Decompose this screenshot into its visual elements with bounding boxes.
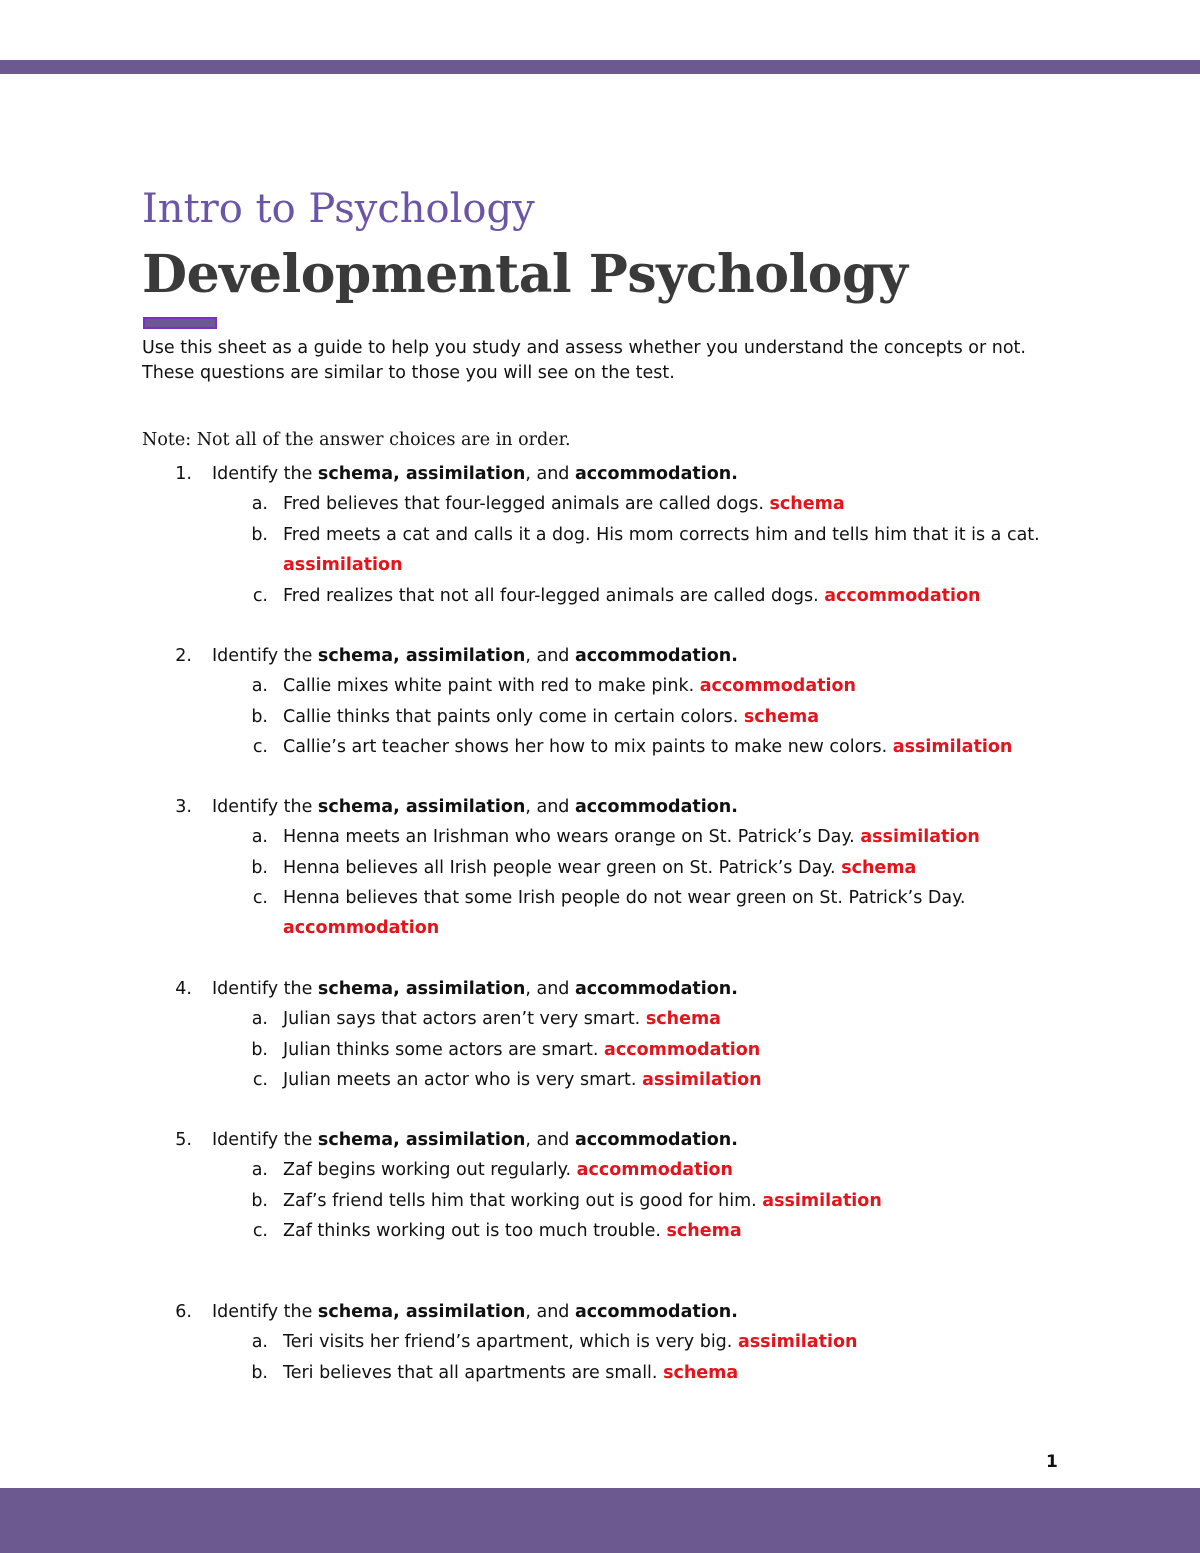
prompt-assimilation: assimilation [405,464,526,484]
option-statement: Henna meets an Irishman who wears orange on St. Patrick’s Day. [283,827,855,847]
option-label: c. [252,586,268,606]
prompt-comma: , [393,797,406,817]
option-text [283,1065,762,1095]
option-label: b. [251,858,268,878]
question-prompt [212,792,738,822]
prompt-and: , and [525,464,575,484]
option-text [283,822,980,852]
option-statement: Julian says that actors aren’t very smart. [283,1009,641,1029]
option-statement: Zaf begins working out regularly. [283,1160,572,1180]
option-statement: Henna believes that some Irish people do not wear green on St. Patrick’s Day. [283,888,966,908]
option-answer: accommodation [576,1160,733,1180]
option-text [283,702,819,732]
question-number: 5. [175,1130,192,1150]
option-answer: assimilation [892,737,1013,757]
option-statement: Callie’s art teacher shows her how to mix paints to make new colors. [283,737,888,757]
option-answer: schema [743,707,820,727]
option-text [283,671,856,701]
prompt-assimilation: assimilation [405,797,526,817]
option-text [283,581,980,611]
option-answer: accommodation [604,1040,761,1060]
prompt-identify: Identify the [212,1302,318,1322]
question-prompt [212,1125,738,1155]
prompt-and: , and [525,797,575,817]
prompt-accommodation: accommodation [574,797,732,817]
option-text [283,1216,742,1246]
option-text [283,732,1012,762]
option-text [283,520,1040,580]
page-number: 1 [1046,1452,1058,1472]
option-text [283,853,916,883]
option-statement: Zaf’s friend tells him that working out is good for him. [283,1191,757,1211]
prompt-period: . [731,797,738,817]
prompt-comma: , [393,979,406,999]
option-label: c. [252,1221,268,1241]
prompt-and: , and [525,1130,575,1150]
option-label: a. [251,827,268,847]
prompt-and: , and [525,1302,575,1322]
bottom-accent-bar [0,1488,1200,1553]
question-prompt [212,641,738,671]
option-label: c. [252,888,268,908]
order-note: Note: Not all of the answer choices are in order. [142,430,571,450]
option-answer: assimilation [737,1332,858,1352]
option-statement: Callie thinks that paints only come in certain colors. [283,707,739,727]
option-answer: accommodation [283,918,440,938]
option-label: b. [251,707,268,727]
prompt-assimilation: assimilation [405,646,526,666]
option-text [283,1004,721,1034]
prompt-period: . [731,646,738,666]
prompt-and: , and [525,646,575,666]
prompt-accommodation: accommodation [574,646,732,666]
prompt-accommodation: accommodation [574,979,732,999]
question-number: 6. [175,1302,192,1322]
intro-line-1: Use this sheet as a guide to help you study and assess whether you understand the concepts or not. [142,338,1026,358]
option-answer: schema [645,1009,721,1029]
option-statement: Henna believes all Irish people wear green on St. Patrick’s Day. [283,858,836,878]
option-statement: Julian meets an actor who is very smart. [283,1070,637,1090]
prompt-period: . [731,979,738,999]
prompt-schema: schema [317,797,394,817]
option-answer: assimilation [283,555,403,575]
option-label: b. [251,1191,268,1211]
option-text [283,489,845,519]
prompt-identify: Identify the [212,797,318,817]
option-statement: Fred realizes that not all four-legged animals are called dogs. [283,586,819,606]
option-text [283,1327,857,1357]
top-accent-bar [0,60,1200,74]
prompt-comma: , [393,464,406,484]
option-answer: schema [666,1221,742,1241]
course-subtitle: Intro to Psychology [142,186,535,232]
question-number: 1. [175,464,192,484]
intro-line-2: These questions are similar to those you will see on the test. [142,363,675,383]
prompt-period: . [731,1130,738,1150]
question-number: 2. [175,646,192,666]
prompt-schema: schema [317,1130,394,1150]
option-text [283,1035,760,1065]
prompt-comma: , [393,1130,406,1150]
option-answer: accommodation [699,676,856,696]
prompt-comma: , [393,646,406,666]
prompt-assimilation: assimilation [405,979,526,999]
option-statement: Teri believes that all apartments are small. [283,1363,658,1383]
option-answer: schema [663,1363,739,1383]
option-answer: assimilation [860,827,980,847]
option-label: b. [251,525,268,545]
page-title: Developmental Psychology [142,244,908,305]
prompt-identify: Identify the [212,646,318,666]
option-answer: assimilation [762,1191,882,1211]
option-answer: schema [841,858,917,878]
intro-paragraph [142,336,1102,386]
option-statement: Zaf thinks working out is too much trouble. [283,1221,661,1241]
option-answer: assimilation [642,1070,762,1090]
option-label: b. [251,1363,268,1383]
prompt-accommodation: accommodation [574,1302,732,1322]
prompt-schema: schema [317,646,394,666]
option-answer: accommodation [824,586,981,606]
option-statement: Callie mixes white paint with red to make pink. [283,676,695,696]
option-statement: Julian thinks some actors are smart. [283,1040,599,1060]
option-label: a. [251,1009,268,1029]
option-label: a. [251,1160,268,1180]
question-prompt [212,459,738,489]
option-text [283,883,966,943]
prompt-period: . [731,1302,738,1322]
prompt-identify: Identify the [212,979,318,999]
prompt-comma: , [393,1302,406,1322]
prompt-identify: Identify the [212,464,318,484]
option-statement: Fred meets a cat and calls it a dog. His mom corrects him and tells him that it is a cat. [283,525,1040,545]
question-number: 4. [175,979,192,999]
prompt-assimilation: assimilation [405,1302,526,1322]
question-prompt [212,974,738,1004]
option-label: b. [251,1040,268,1060]
prompt-schema: schema [317,1302,394,1322]
option-answer: schema [769,494,845,514]
option-label: a. [251,676,268,696]
prompt-schema: schema [317,979,394,999]
prompt-identify: Identify the [212,1130,318,1150]
option-statement: Teri visits her friend’s apartment, which is very big. [283,1332,733,1352]
option-text [283,1358,738,1388]
option-label: c. [252,737,268,757]
option-label: a. [251,494,268,514]
option-statement: Fred believes that four-legged animals are called dogs. [283,494,764,514]
option-text [283,1155,733,1185]
title-underline [143,317,217,329]
prompt-assimilation: assimilation [405,1130,526,1150]
option-label: c. [252,1070,268,1090]
option-text [283,1186,882,1216]
question-number: 3. [175,797,192,817]
prompt-period: . [731,464,738,484]
prompt-accommodation: accommodation [574,464,732,484]
prompt-accommodation: accommodation [574,1130,732,1150]
prompt-and: , and [525,979,575,999]
prompt-schema: schema [317,464,394,484]
option-label: a. [251,1332,268,1352]
question-prompt [212,1297,738,1327]
